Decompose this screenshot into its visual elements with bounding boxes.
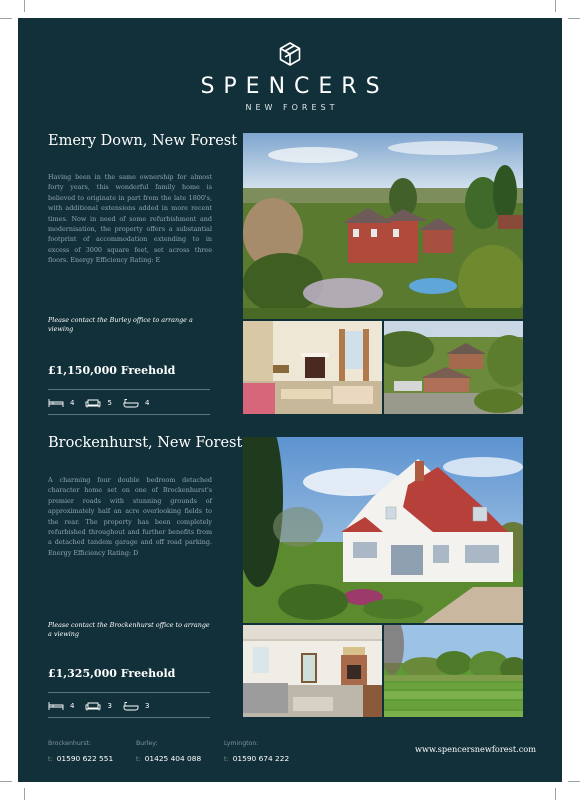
office-phone[interactable]	[136, 754, 201, 763]
crop-mark	[0, 781, 12, 782]
office-name: Brockenhurst:	[48, 740, 92, 747]
listing-description: Having been in the same ownership for almost forty years, this wonderful family home is believed to originate in part from the late 1800's, with additional extensions added in more recent times. Now in need of some refurbishment and modernisation, the property offers a substantial footprint of accommodation extending to in excess of 3000 square feet, set across three floors. Energy Efficiency Rating: E	[48, 173, 212, 265]
office-phone[interactable]	[224, 754, 289, 763]
garden-lawn-photo	[384, 625, 523, 717]
phone-number: 01590 674 222	[232, 754, 290, 763]
divider	[48, 389, 210, 390]
divider	[48, 414, 210, 415]
aerial-house-photo	[243, 133, 523, 319]
cube-logo-icon	[279, 42, 301, 66]
aerial-rear-photo	[384, 321, 523, 414]
bathrooms-feature	[123, 701, 149, 711]
listing-features	[48, 396, 160, 410]
divider	[48, 692, 210, 693]
bathrooms-count: 3	[144, 702, 150, 710]
listing-price: £1,325,000 Freehold	[48, 667, 176, 680]
listing-contact: Please contact the Burley office to arrange a viewing	[48, 316, 193, 333]
office-lymington	[224, 740, 289, 763]
crop-mark	[568, 781, 580, 782]
listing-price: £1,150,000 Freehold	[48, 364, 176, 377]
bathrooms-feature	[123, 398, 149, 408]
office-name: Lymington:	[224, 740, 259, 747]
office-brockenhurst	[48, 740, 113, 763]
house-exterior-photo	[243, 437, 523, 623]
phone-prefix: t:	[48, 756, 53, 763]
bathrooms-count: 4	[144, 399, 150, 407]
crop-mark	[24, 0, 25, 12]
office-phone[interactable]	[48, 754, 113, 763]
phone-prefix: t:	[224, 756, 229, 763]
bedrooms-feature	[48, 398, 74, 408]
sofa-icon	[85, 398, 101, 408]
bedrooms-feature	[48, 701, 74, 711]
interior-living-room-photo	[243, 321, 382, 414]
office-burley	[136, 740, 201, 763]
listing-features	[48, 699, 160, 713]
reception-count: 3	[107, 702, 112, 710]
listing-description: A charming four double bedroom detached character home set on one of Brockenhurst's premier roads with stunning grounds of approximately half an acre overlooking fields to the rear. The property has been completely refurbished throughout and further benefits from a detached tandem garage and off road parking. Energy Efficiency Rating: D	[48, 476, 212, 557]
phone-number: 01425 404 088	[144, 754, 202, 763]
crop-mark	[555, 788, 556, 800]
listing-title: Brockenhurst, New Forest	[48, 435, 243, 451]
crop-mark	[0, 18, 12, 19]
bedrooms-count: 4	[70, 702, 75, 710]
brand-logo	[18, 42, 562, 112]
listing-contact: Please contact the Brockenhurst office to arrange a viewing	[48, 621, 210, 638]
listing-title: Emery Down, New Forest	[48, 133, 238, 149]
divider	[48, 717, 210, 718]
phone-prefix: t:	[136, 756, 141, 763]
reception-feature	[85, 398, 111, 408]
bath-icon	[123, 701, 139, 711]
brochure-panel	[18, 18, 562, 782]
crop-mark	[24, 788, 25, 800]
sofa-icon	[85, 701, 101, 711]
phone-number: 01590 622 551	[56, 754, 114, 763]
crop-mark	[568, 18, 580, 19]
crop-mark	[555, 0, 556, 12]
bed-icon	[48, 398, 64, 408]
brand-tagline: NEW FOREST	[245, 103, 339, 112]
bedrooms-count: 4	[70, 399, 75, 407]
office-name: Burley:	[136, 740, 158, 747]
reception-feature	[85, 701, 111, 711]
brand-name: SPENCERS	[200, 74, 389, 99]
website-link[interactable]: www.spencersnewforest.com	[415, 744, 536, 754]
bath-icon	[123, 398, 139, 408]
bed-icon	[48, 701, 64, 711]
reception-count: 5	[107, 399, 112, 407]
interior-lounge-photo	[243, 625, 382, 717]
